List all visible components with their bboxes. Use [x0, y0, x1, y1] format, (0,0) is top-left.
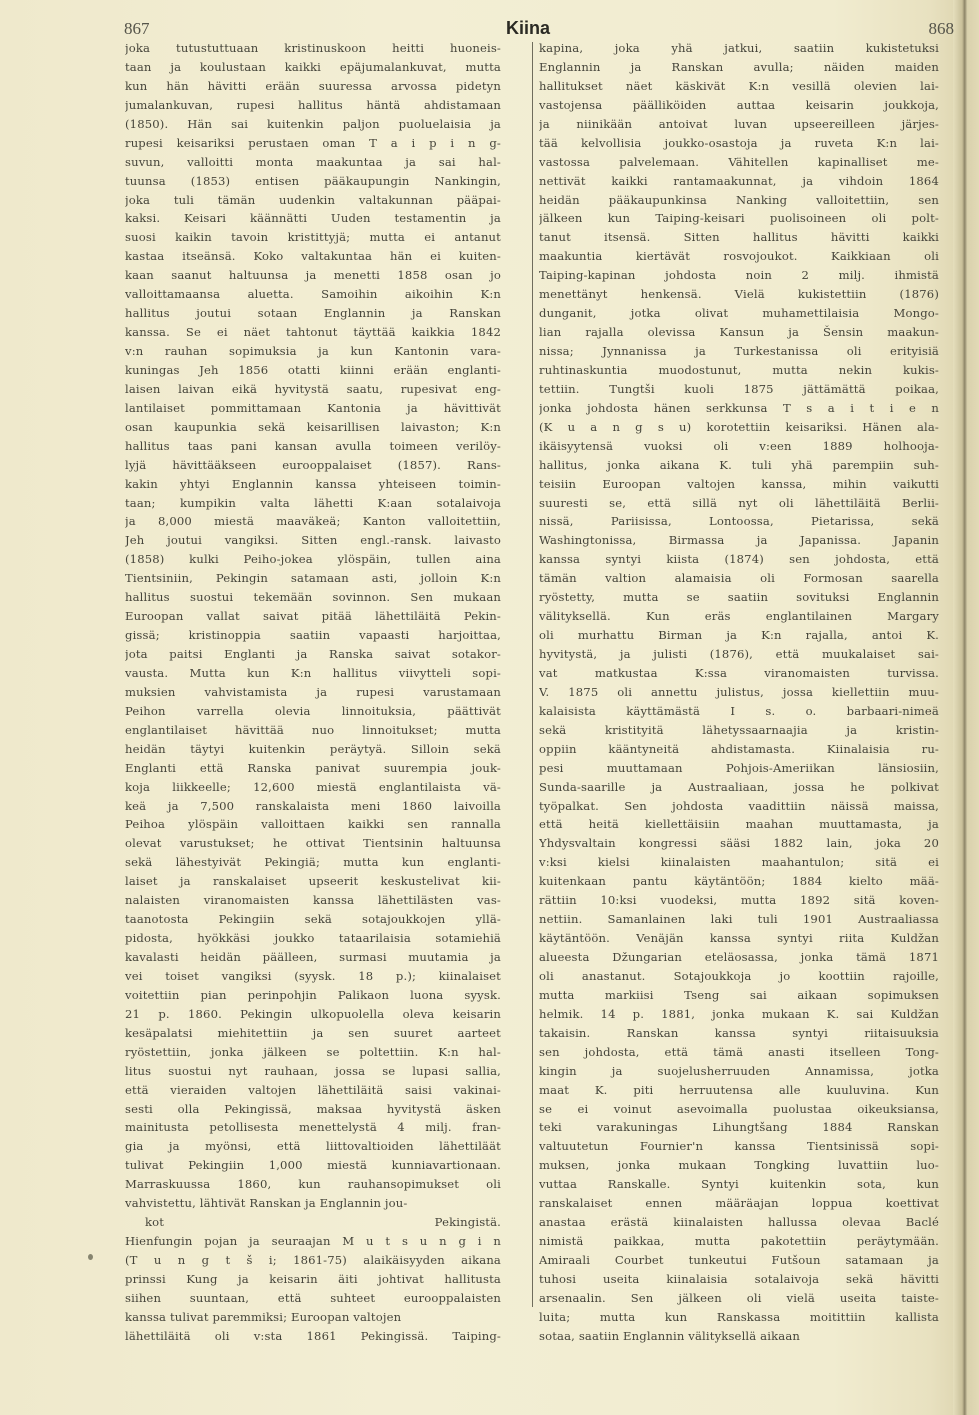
text-line: siihen suuntaan, että suhteet eurooppalaisten	[125, 1290, 501, 1305]
text-line: valtuutetun Fournier'n kanssa Tientsinissä sopi-	[539, 1139, 939, 1154]
text-line: sekä kristityitä lähetyssaarnaajia ja kristin-	[539, 722, 939, 737]
text-line: dunganit, jotka olivat muhamettilaisia Mongo-	[539, 306, 939, 321]
text-line: tulivat Pekingiin 1,000 miestä kunniavartionaan.	[125, 1158, 501, 1173]
text-line: se ei voinut asevoimalla puolustaa oikeuksiansa,	[539, 1101, 939, 1116]
text-line: luita; mutta kun Ranskassa moitittiin kallista	[539, 1309, 939, 1324]
text-line: rupesi keisariksi perustaen oman T a i p i n g-	[125, 135, 501, 150]
text-line: vat matkustaa K:ssa viranomaisten turvissa.	[539, 665, 939, 680]
text-line: kaan saanut haltuunsa ja menetti 1858 osan jo	[125, 268, 501, 283]
text-line: sotaa, saatiin Englannin välityksellä aikaan	[539, 1328, 801, 1343]
text-line: Taiping-kapinan johdosta noin 2 milj. ihmistä	[539, 268, 939, 283]
text-line: helmik. 14 p. 1881, jonka mukaan K. sai Kuldžan	[539, 1006, 939, 1021]
text-line: (K u a n g s u) korotettiin keisariksi. Hänen ala-	[539, 419, 939, 434]
left-column	[125, 39, 501, 1346]
text-line: heidän pääkaupunkinsa Nanking valloitettiin, sen	[539, 192, 939, 207]
text-line: sekä lähestyivät Pekingiä; mutta kun englanti-	[125, 855, 501, 870]
text-line: työpalkat. Sen johdosta vaadittiin näissä maissa,	[539, 798, 939, 813]
text-line: muksien vahvistamista ja rupesi varustamaan	[125, 684, 501, 699]
text-line: Washingtonissa, Birmassa ja Japanissa. Japanin	[539, 533, 939, 548]
text-line: kakin yhtyi Englannin kanssa yhteiseen toimin-	[125, 476, 501, 491]
text-line: nettivät kaikki rantamaakunnat, ja vihdoin 1864	[539, 173, 939, 188]
text-line: englantilaiset hävittää nuo linnoitukset; mutta	[125, 722, 501, 737]
text-line: pidosta, hyökkäsi joukko tataarilaisia sotamiehiä	[125, 931, 501, 946]
text-line: v:ksi kielsi kiinalaisten maahantulon; sitä ei	[539, 855, 939, 870]
text-line: ikäisyytensä vuoksi oli v:een 1889 holhooja-	[539, 438, 939, 453]
text-line: prinssi Kung ja keisarin äiti johtivat hallitusta	[125, 1271, 501, 1286]
text-line: kesäpalatsi miehitettiin ja sen suuret aarteet	[125, 1025, 501, 1040]
text-line: joka tutustuttuaan kristinuskoon heitti huoneis-	[125, 41, 501, 55]
text-line: lähettiläitä oli v:sta 1861 Pekingissä. Taiping-	[125, 1328, 501, 1343]
text-line: kun hän hävitti erään suuressa arvossa pidetyn	[125, 78, 501, 93]
text-line: kapina, joka yhä jatkui, saatiin kukistetuksi	[539, 41, 939, 55]
text-line: ruhtinaskuntia muodostunut, mutta nekin kukis-	[539, 362, 939, 377]
text-line: Amiraali Courbet tunkeutui Futšoun satamaan ja	[539, 1253, 939, 1267]
text-line: lian rajalla olevissa Kansun ja Šensin maakun-	[539, 325, 939, 340]
text-line: Yhdysvaltain kongressi sääsi 1882 lain, joka 20	[539, 836, 939, 851]
text-line: osan kaupunkia sekä keisarillisen laivaston; K:n	[125, 419, 501, 434]
text-line: Englannin ja Ranskan avulla; näiden maiden	[539, 59, 939, 74]
page-number-left: 867	[124, 19, 150, 38]
text-line: tää kelvollisia joukko-osastoja ja ruveta K:n lai-	[539, 135, 939, 150]
text-line: että vieraiden valtojen lähettiläitä saisi vakinai-	[125, 1082, 501, 1097]
text-line: takaisin. Ranskan kanssa syntyi riitaisuuksia	[539, 1025, 939, 1040]
right-column	[539, 39, 939, 1346]
text-line: valloittamaansa aluetta. Samoihin aikoihin K:n	[125, 287, 501, 302]
text-line: arsenaalin. Sen jälkeen oli vielä useita taiste-	[539, 1290, 939, 1305]
text-line: (1858) kulki Peiho-jokea ylöspäin, tullen aina	[125, 552, 501, 567]
text-line: litus suostui nyt rauhaan, jossa se lupasi sallia,	[125, 1063, 501, 1078]
text-line: muksen, jonka mukaan Tongking luvattiin luo-	[539, 1158, 939, 1173]
text-line: Jeh joutui vangiksi. Sitten engl.-ransk. laivasto	[125, 533, 501, 548]
text-line: taanotosta Pekingiin sekä sotajoukkojen yllä-	[125, 912, 501, 927]
text-line: jälkeen kun Taiping-keisari puolisoineen oli polt-	[539, 211, 939, 226]
text-line: Tientsiniin, Pekingin satamaan asti, jolloin K:n	[125, 571, 501, 586]
text-line: Englanti että Ranska panivat suurempia jouk-	[125, 760, 501, 775]
text-line: Peihoa ylöspäin valloittaen kaikki sen rannalla	[125, 817, 501, 832]
text-line: ryöstettiin, jonka jälkeen se poltettiin. K:n hal-	[125, 1044, 501, 1059]
text-line: laisen laivan eikä hyvitystä saatu, rupesivat eng-	[125, 381, 501, 396]
text-line: sesti olla Pekingissä, maksaa hyvitystä äsken	[125, 1101, 501, 1116]
text-line: käytäntöön. Venäjän kanssa syntyi riita Kuldžan	[539, 931, 939, 946]
text-line: nalaisten viranomaisten kanssa lähettilästen vas-	[125, 893, 501, 908]
text-line: ryöstetty, mutta se saatiin sovituksi Englannin	[539, 590, 939, 605]
running-title: Kiina	[506, 18, 551, 38]
text-line: keä ja 7,500 ranskalaista meni 1860 laivoilla	[125, 798, 501, 813]
text-line: mainitusta petollisesta menettelystä 4 milj. fran-	[125, 1120, 501, 1135]
text-line: taan; kumpikin valta lähetti K:aan sotalaivoja	[125, 495, 501, 510]
text-line: (T u n g t š i; 1861-75) alaikäisyyden aikana	[125, 1253, 501, 1267]
text-line: kanssa syntyi kiista (1874) sen johdosta, että	[539, 552, 939, 567]
text-line: (1850). Hän sai kuitenkin paljon puoluelaisia ja	[125, 116, 501, 131]
text-line: pesi muuttamaan Pohjois-Ameriikan länsiosiin,	[539, 760, 939, 775]
text-line: koja liikkeelle; 12,600 miestä englantilaista vä-	[125, 779, 501, 794]
text-line: oppiin kääntyneitä ahdistamasta. Kiinalaisia ru-	[539, 741, 939, 756]
text-line: Sunda-saarille ja Austraaliaan, jossa he polkivat	[539, 779, 939, 794]
text-line: teki varakuningas Lihungtšang 1884 Ranskan	[539, 1120, 939, 1135]
text-line: suosi kaikin tavoin kristittyjä; mutta ei antanut	[125, 230, 501, 245]
text-line: jumalankuvan, rupesi hallitus häntä ahdistamaan	[125, 97, 501, 112]
text-line: olevat varustukset; he ottivat Tientsinin haltuunsa	[125, 836, 501, 851]
text-line: vastossa palvelemaan. Vähitellen kapinalliset me-	[539, 154, 939, 169]
text-line: kingin ja suojelusherruuden Annamissa, jotka	[539, 1063, 939, 1078]
page-number-right: 868	[928, 19, 954, 38]
text-line: hallitus taas pani kansan avulla toimeen verilöy-	[125, 438, 501, 453]
text-line: voitettiin pian perinpohjin Palikaon luona syysk.	[125, 987, 501, 1002]
text-line: gia ja myönsi, että liittovaltioiden lähettiläät	[125, 1139, 501, 1154]
text-line: maakuntia kiertävät rosvojoukot. Kaikkiaan oli	[539, 249, 939, 264]
text-line: tettiin. Tungtši kuoli 1875 jättämättä poikaa,	[539, 381, 939, 396]
text-line: välityksellä. Kun eräs englantilainen Margary	[539, 609, 939, 624]
text-line: Hienfungin pojan ja seuraajan M u t s u n g i n	[125, 1234, 501, 1249]
text-line: että heitä kiellettäisiin maahan muuttamasta, ja	[539, 817, 939, 832]
text-line: jota paitsi Englanti ja Ranska saivat sotakor-	[125, 647, 501, 661]
text-line: tämän valtion alamaisia oli Formosan saarella	[539, 571, 939, 586]
text-line: nissa; Jynnanissa ja Turkestanissa oli erityisiä	[539, 344, 939, 358]
text-line: rättiin 10:ksi vuodeksi, mutta 1892 sitä koven-	[539, 893, 939, 908]
text-line: joka tuli tämän uudenkin valtakunnan pääpai-	[125, 192, 501, 207]
text-line: kot Pekingistä.	[145, 1215, 501, 1230]
text-line: gissä; kristinoppia saatiin vapaasti harjoittaa,	[125, 628, 501, 643]
text-line: vausta. Mutta kun K:n hallitus viivytteli sopi-	[125, 665, 501, 680]
text-line: 21 p. 1860. Pekingin ulkopuolella oleva keisarin	[125, 1006, 501, 1021]
text-line: v:n rauhan sopimuksia ja kun Kantonin vara-	[125, 344, 501, 358]
text-line: hallitus suostui tekemään sovinnon. Sen mukaan	[125, 590, 501, 605]
text-line: Euroopan vallat saivat pitää lähettiläitä Pekin-	[125, 609, 501, 624]
text-line: alueesta Džungarian eteläosassa, jonka tämä 1871	[539, 950, 939, 964]
text-line: heidän täytyi kuitenkin peräytyä. Silloin sekä	[125, 741, 501, 756]
text-line: kuitenkaan pantu käytäntöön; 1884 kielto mää-	[539, 874, 939, 889]
text-line: ja 8,000 miestä maaväkeä; Kanton valloitettiin,	[125, 514, 501, 529]
text-line: oli murhattu Birman ja K:n rajalla, antoi K.	[539, 628, 939, 643]
text-line: tuhosi useita kiinalaisia sotalaivoja sekä hävitti	[539, 1271, 939, 1286]
text-line: kavalasti heidän päälleen, surmasi muutamia ja	[125, 950, 501, 964]
text-line: ranskalaiset ennen määräajan loppua koettivat	[539, 1196, 939, 1211]
margin-mark-icon	[88, 1254, 93, 1260]
text-line: nettiin. Samanlainen laki tuli 1901 Austraaliassa	[539, 912, 939, 927]
text-line: maat K. piti herruutensa alle kuuluvina. Kun	[539, 1082, 939, 1097]
text-line: kastaa itseänsä. Koko valtakuntaa hän ei kuiten-	[125, 249, 501, 264]
text-line: menettänyt henkensä. Vielä kukistettiin (1876)	[539, 287, 939, 302]
text-line: kaksi. Keisari käännätti Uuden testamentin ja	[125, 211, 501, 226]
text-line: vahvistettu, lähtivät Ranskan ja Englannin jou-	[125, 1196, 408, 1211]
text-line: hyvitystä, ja julisti (1876), että muukalaiset sai-	[539, 647, 939, 661]
text-line: nissä, Pariisissa, Lontoossa, Pietarissa, sekä	[539, 514, 939, 529]
text-line: oli anastanut. Sotajoukkoja jo koottiin rajoille,	[539, 968, 939, 983]
text-line: Peihon varrella olevia linnoituksia, päättivät	[125, 703, 501, 718]
text-line: kalaisista käyttämästä I s. o. barbaari-nimeä	[539, 703, 939, 718]
text-line: kuningas Jeh 1856 otatti kiinni erään englanti-	[125, 362, 501, 377]
text-line: Marraskuussa 1860, kun rauhansopimukset oli	[125, 1177, 501, 1192]
text-line: vastojensa päälliköiden auttaa keisarin joukkoja,	[539, 97, 939, 112]
column-divider	[532, 42, 533, 1307]
text-line: lantilaiset pommittamaan Kantonia ja hävittivät	[125, 400, 501, 415]
text-line: vuttaa Ranskalle. Syntyi kuitenkin sota, kun	[539, 1177, 939, 1192]
text-line: kanssa. Se ei näet tahtonut täyttää kaikkia 1842	[125, 325, 501, 340]
text-line: kanssa tulivat paremmiksi; Euroopan valtojen	[125, 1309, 402, 1324]
text-line: sen johdosta, että tämä anasti itselleen Tong-	[539, 1044, 939, 1059]
text-line: tuunsa (1853) entisen pääkaupungin Nankingin,	[125, 173, 501, 188]
text-line: lyjä hävittääkseen eurooppalaiset (1857). Rans-	[125, 457, 501, 472]
text-line: mutta markiisi Tseng sai aikaan sopimuksen	[539, 987, 939, 1002]
text-line: hallitukset näet käskivät K:n vesillä olevien lai-	[539, 78, 939, 93]
text-line: teisiin Euroopan valtojen kanssa, mihin vaikutti	[539, 476, 939, 491]
page-edge	[953, 0, 979, 1415]
text-line: tanut itsensä. Sitten hallitus hävitti kaikki	[539, 230, 939, 245]
text-line: ja niinikään antoivat luvan upseereilleen järjes-	[539, 116, 939, 131]
text-line: V. 1875 oli annettu julistus, jossa kiellettiin muu-	[539, 684, 939, 699]
text-line: hallitus, jonka aikana K. tuli yhä parempiin suh-	[539, 457, 939, 472]
text-line: hallitus joutui sotaan Englannin ja Ranskan	[125, 306, 501, 321]
text-line: nimistä paikkaa, mutta pakotettiin peräytymään.	[539, 1234, 939, 1249]
text-line: suvun, valloitti monta maakuntaa ja sai hal-	[125, 154, 501, 169]
text-line: jonka johdosta hänen serkkunsa T s a i t i e n	[539, 400, 939, 415]
text-line: laiset ja ranskalaiset upseerit keskustelivat kii-	[125, 874, 501, 889]
text-line: anastaa erästä kiinalaisten hallussa olevaa Baclé	[539, 1215, 939, 1230]
text-line: taan ja koulustaan kaikki epäjumalankuvat, mutta	[125, 59, 501, 74]
text-line: vei toiset vangiksi (syysk. 18 p.); kiinalaiset	[125, 968, 501, 983]
text-line: suuresti se, että sillä nyt oli lähettiläitä Berlii-	[539, 495, 939, 510]
